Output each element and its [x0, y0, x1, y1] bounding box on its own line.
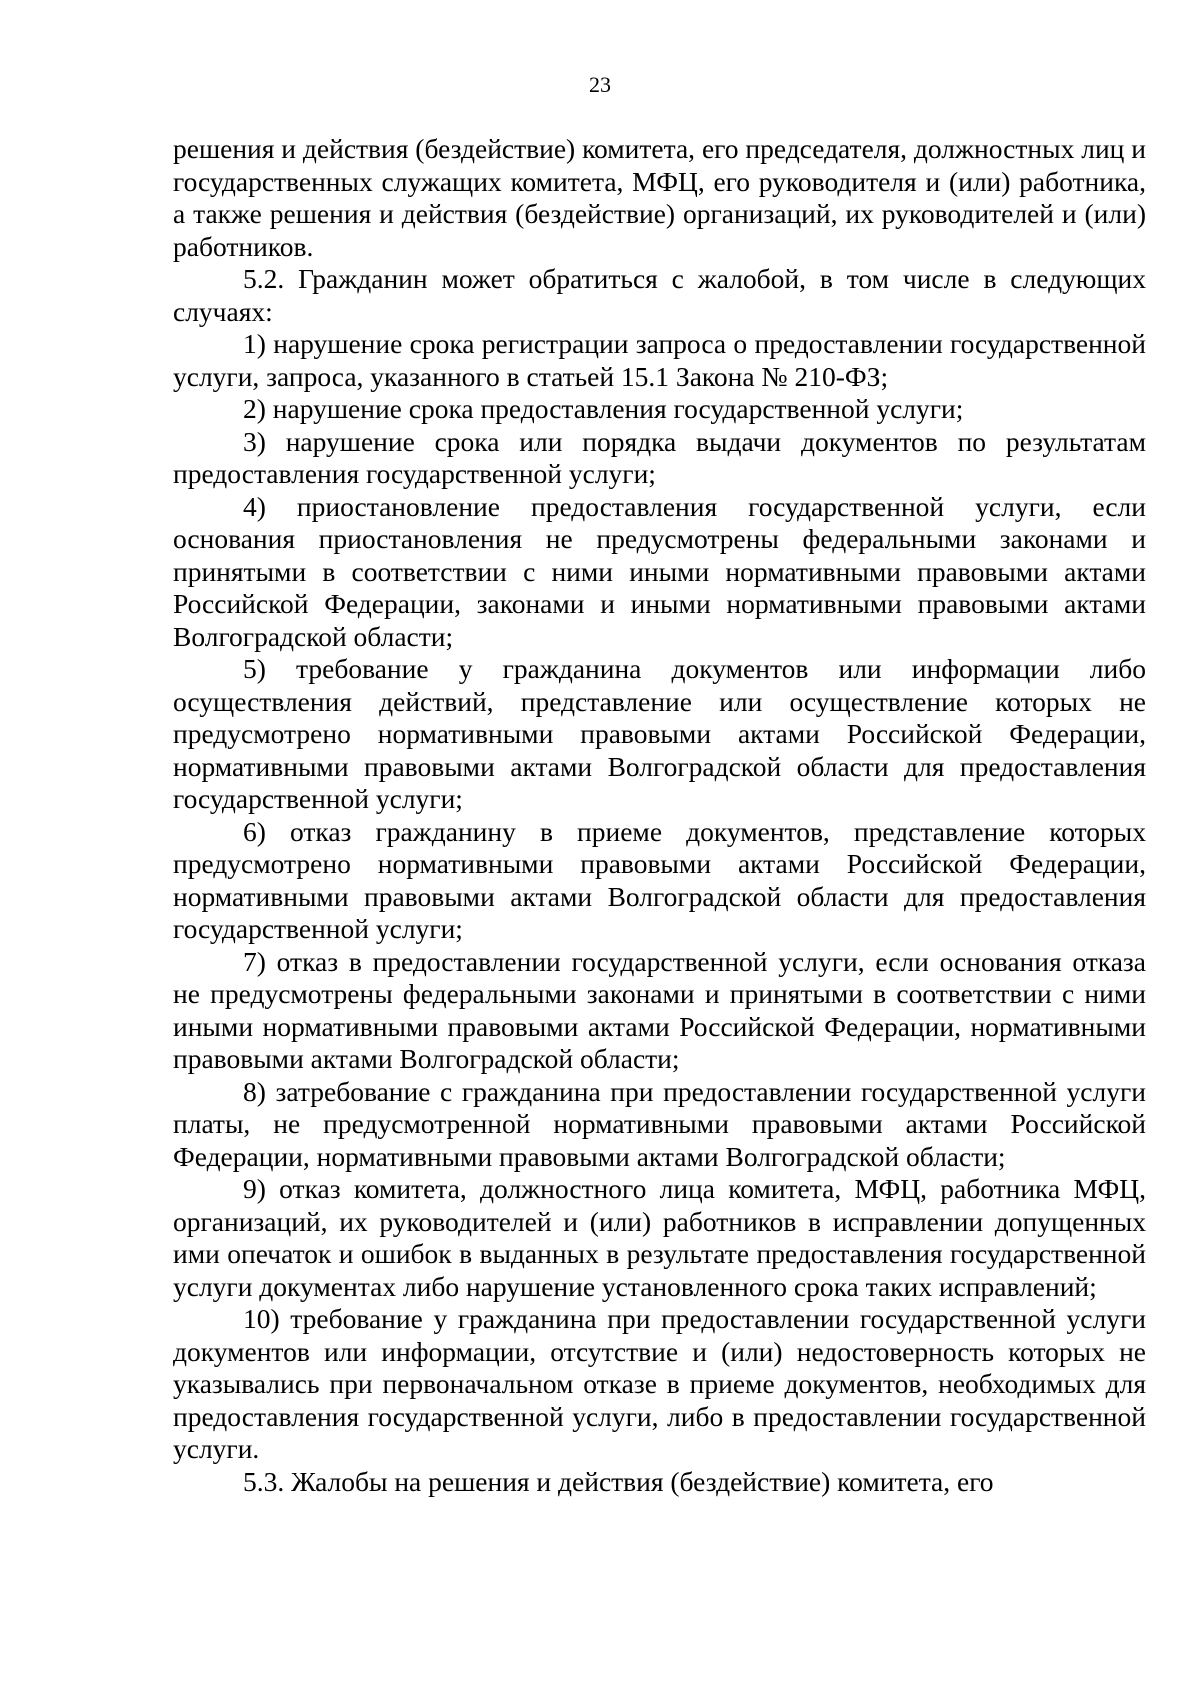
- list-item-10: 10) требование у гражданина при предоставлении государственной услуги документов или информации, отсутствие и (или) недостоверность которых не указывались при первоначальном отказе в приеме документов, необходимых для предоставления государственной услуги, либо в предоставлении государственной услуги.: [173, 1303, 1146, 1464]
- list-item-7: 7) отказ в предоставлении государственной услуги, если основания отказа не предусмотрены федеральными законами и принятыми в соответствии с ними иными нормативными правовыми актами Российской Федерации, нормативными правовыми актами Волгоградской области;: [173, 945, 1146, 1074]
- list-item-5: 5) требование у гражданина документов или информации либо осуществления действий, представление или осуществление которых не предусмотрено нормативными правовыми актами Российской Федерации, нормативными правовыми актами Волгоградской области для предоставления государственной услуги;: [173, 653, 1146, 814]
- paragraph-5-3: 5.3. Жалобы на решения и действия (бездействие) комитета, его: [243, 1465, 994, 1497]
- list-item-1: 1) нарушение срока регистрации запроса о предоставлении государственной услуги, запроса, указанного в статьей 15.1 Закона № 210-ФЗ;: [173, 328, 1146, 392]
- document-body: [173, 133, 1146, 1498]
- list-item-6: 6) отказ гражданину в приеме документов, представление которых предусмотрено нормативными правовыми актами Российской Федерации, нормативными правовыми актами Волгоградской области для предоставления государственной услуги;: [173, 815, 1146, 944]
- list-item-3: 3) нарушение срока или порядка выдачи документов по результатам предоставления государственной услуги;: [173, 425, 1146, 489]
- paragraph-5-2: 5.2. Гражданин может обратиться с жалобой, в том числе в следующих случаях:: [173, 263, 1146, 327]
- paragraph-continuation: решения и действия (бездействие) комитета, его председателя, должностных лиц и государственных служащих комитета, МФЦ, его руководителя и (или) работника, а также решения и действия (бездействие) организаций, их руководителей и (или) работников.: [173, 133, 1146, 262]
- page-number: 23: [589, 72, 611, 97]
- list-item-2: 2) нарушение срока предоставления государственной услуги;: [243, 393, 964, 424]
- list-item-9: 9) отказ комитета, должностного лица комитета, МФЦ, работника МФЦ, организаций, их руководителей и (или) работников в исправлении допущенных ими опечаток и ошибок в выданных в результате предоставления государственной услуги документах либо нарушение установленного срока таких исправлений;: [173, 1173, 1146, 1302]
- list-item-4: 4) приостановление предоставления государственной услуги, если основания приостановления не предусмотрены федеральными законами и принятыми в соответствии с ними иными нормативными правовыми актами Российской Федерации, законами и иными нормативными правовыми актами Волгоградской области;: [173, 490, 1146, 652]
- list-item-8: 8) затребование с гражданина при предоставлении государственной услуги платы, не предусмотренной нормативными правовыми актами Российской Федерации, нормативными правовыми актами Волгоградской области;: [173, 1075, 1146, 1172]
